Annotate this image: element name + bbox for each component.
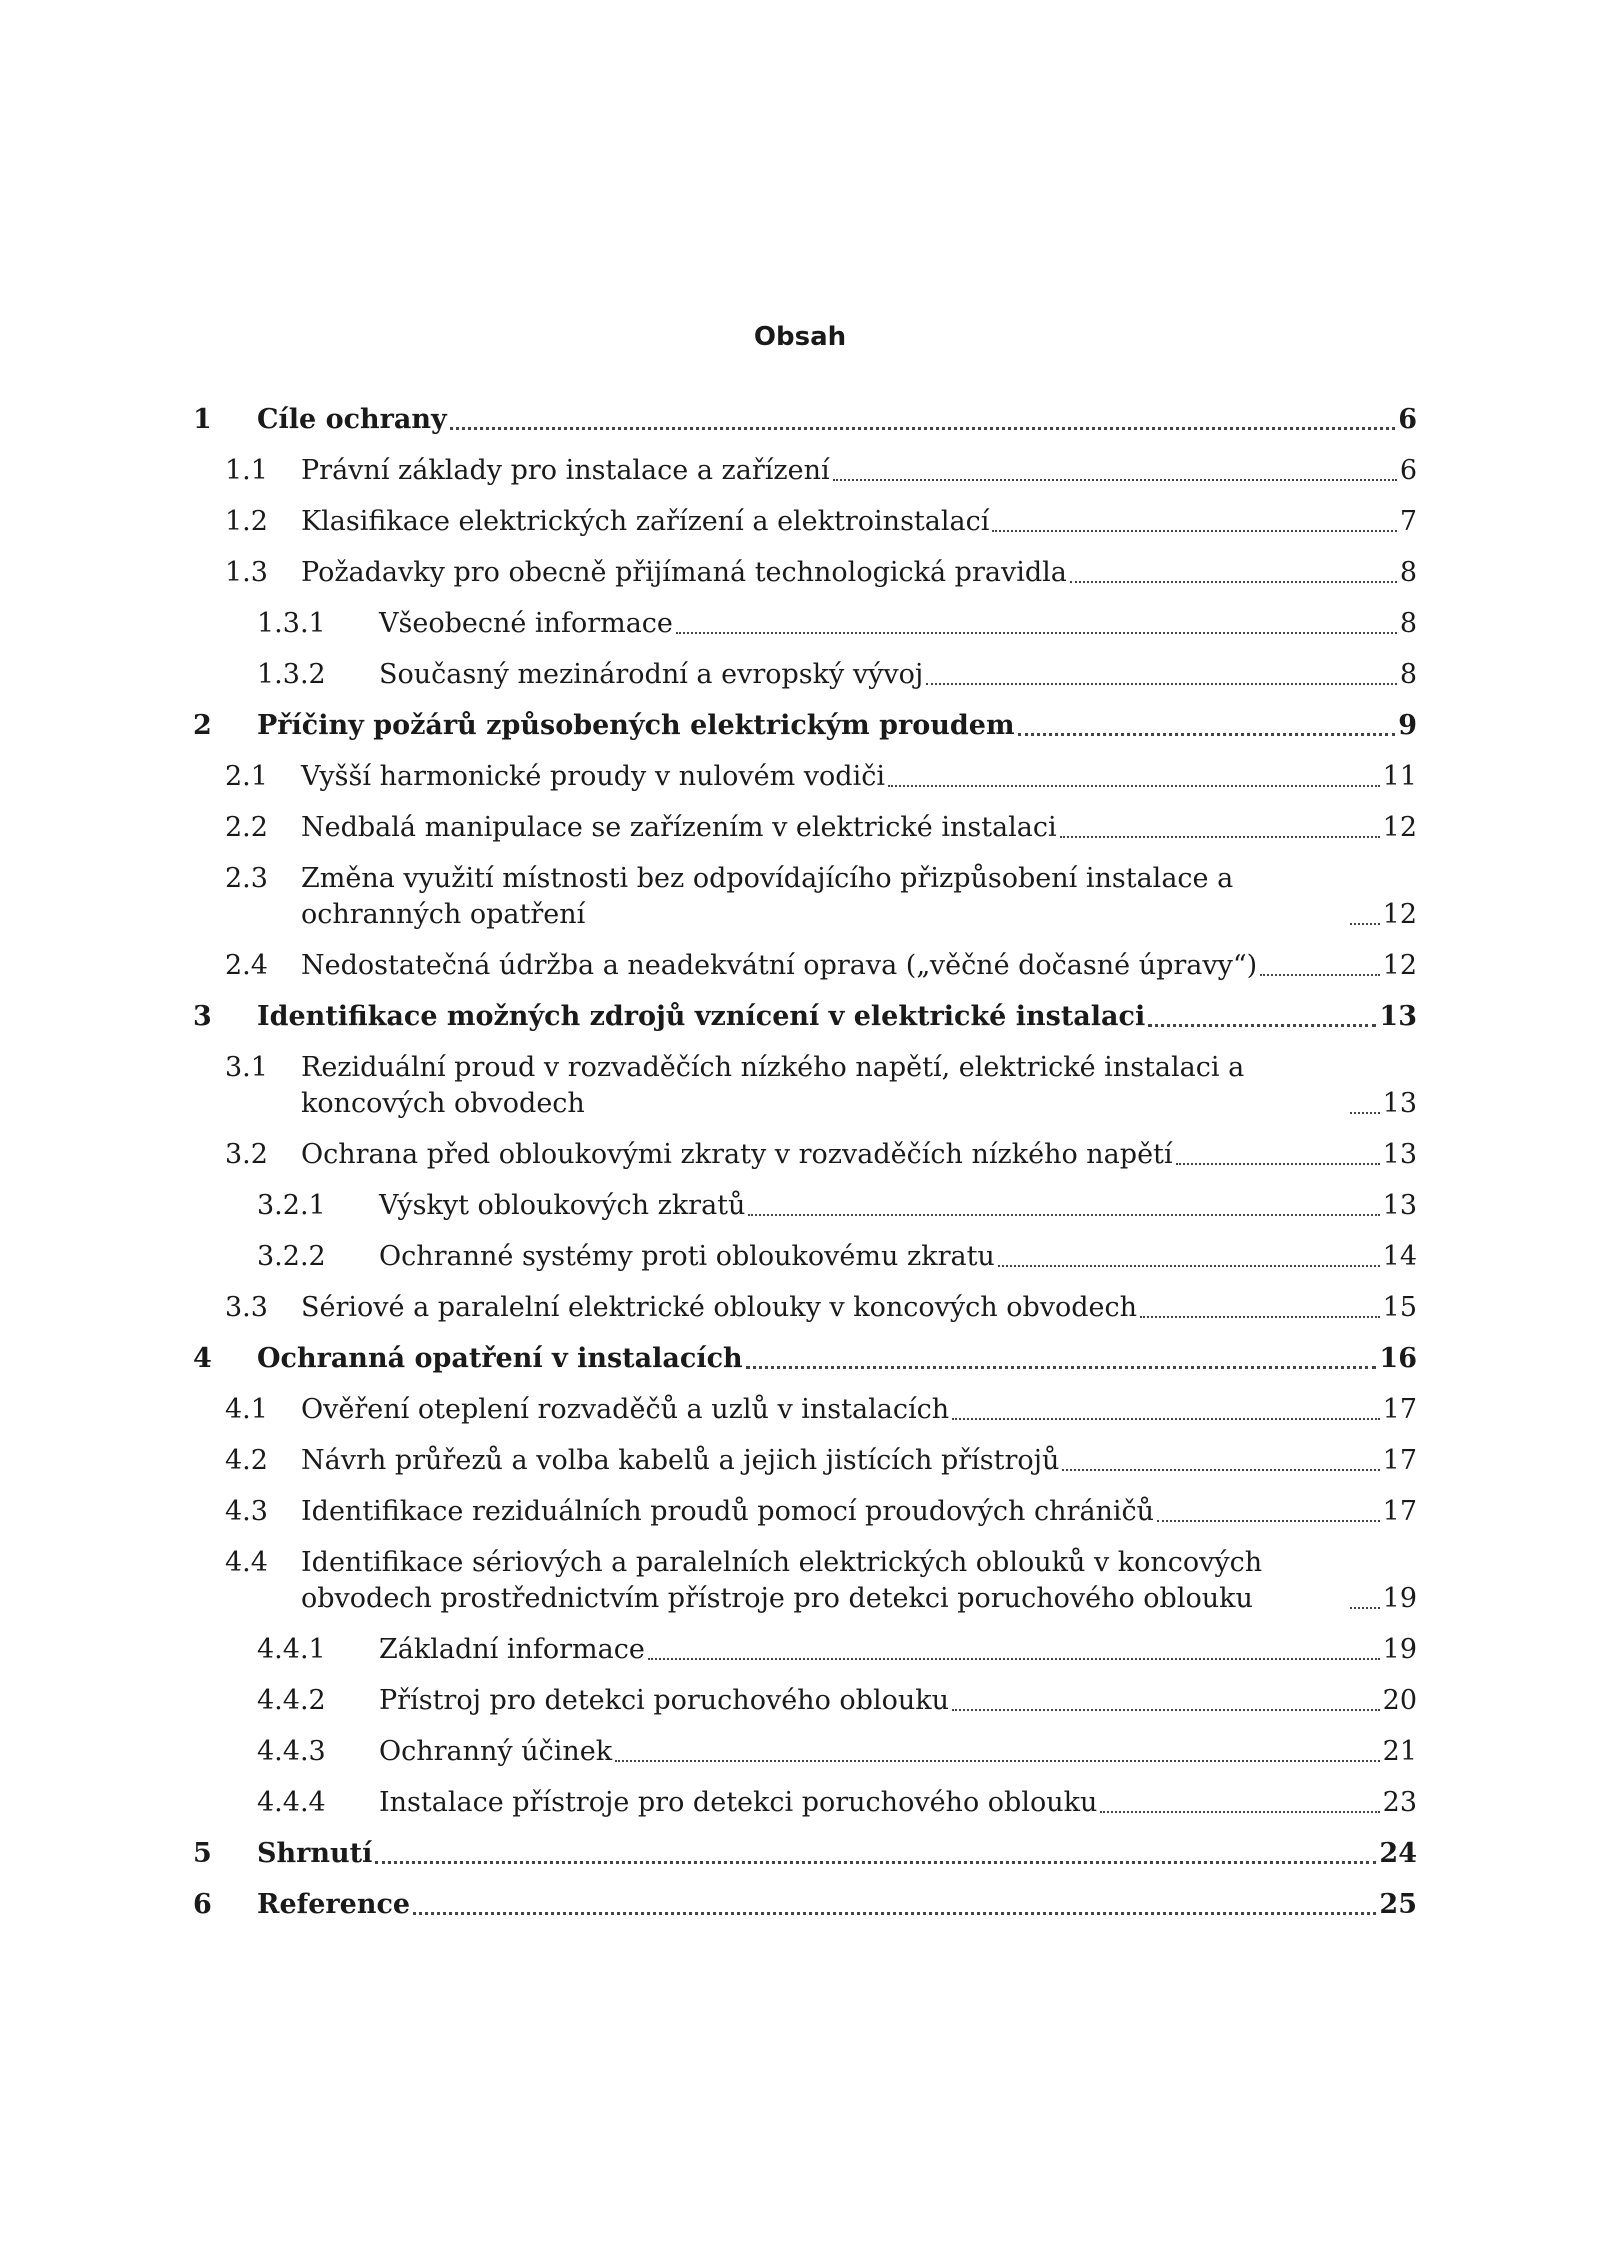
toc-entry-page-number: 17 bbox=[1382, 1496, 1417, 1527]
dot-leader bbox=[746, 1366, 1377, 1369]
toc-entry-number: 4.4.1 bbox=[257, 1634, 326, 1665]
toc-entry-page-number: 9 bbox=[1398, 710, 1417, 741]
toc-entry[interactable] bbox=[193, 999, 1417, 1035]
toc-entry-page-number: 25 bbox=[1379, 1889, 1417, 1920]
toc-entry-title: Shrnutí bbox=[257, 1838, 373, 1869]
toc-entry-body bbox=[379, 1239, 1417, 1275]
toc-entry[interactable] bbox=[193, 948, 1417, 984]
toc-entry[interactable] bbox=[193, 1137, 1417, 1173]
toc-entry-number: 4.1 bbox=[225, 1394, 268, 1425]
toc-entry-number: 3.2 bbox=[225, 1139, 268, 1170]
toc-entry-body bbox=[379, 1785, 1417, 1821]
toc-entry-body bbox=[257, 1836, 1417, 1872]
toc-entry-number: 1.3 bbox=[225, 557, 268, 588]
toc-entry-body bbox=[301, 1290, 1417, 1326]
toc-entry-body bbox=[301, 1392, 1417, 1428]
toc-entry[interactable] bbox=[193, 1188, 1417, 1224]
toc-entry-title: Identifikace reziduálních proudů pomocí proudových chráničů bbox=[301, 1496, 1155, 1527]
dot-leader bbox=[1350, 923, 1380, 925]
toc-entry-page-number: 15 bbox=[1382, 1292, 1417, 1323]
toc-entry-page-number: 20 bbox=[1382, 1685, 1417, 1716]
toc-entry-page-number: 12 bbox=[1382, 899, 1417, 930]
dot-leader bbox=[888, 785, 1380, 787]
dot-leader bbox=[1148, 1024, 1376, 1027]
toc-entry-page-number: 11 bbox=[1382, 761, 1417, 792]
toc-entry-page-number: 14 bbox=[1382, 1241, 1417, 1272]
toc-entry-page-number: 16 bbox=[1379, 1343, 1417, 1374]
toc-heading: Obsah bbox=[753, 322, 847, 352]
toc-entry-title: Ochranná opatření v instalacích bbox=[257, 1343, 743, 1374]
toc-entry[interactable] bbox=[193, 1887, 1417, 1923]
toc-entry[interactable] bbox=[193, 1392, 1417, 1428]
toc-entry-title: Ověření oteplení rozvaděčů a uzlů v instalacích bbox=[301, 1394, 950, 1425]
toc-entry-number: 3.1 bbox=[225, 1052, 268, 1083]
toc-entry-number: 3.2.2 bbox=[257, 1241, 326, 1272]
toc-entry-body bbox=[257, 708, 1417, 744]
toc-entry-title: Nedostatečná údržba a neadekvátní oprava („věčné dočasné úpravy“) bbox=[301, 950, 1258, 981]
dot-leader bbox=[1070, 581, 1397, 583]
toc-entry-page-number: 17 bbox=[1382, 1394, 1417, 1425]
toc-entry-page-number: 8 bbox=[1399, 608, 1417, 639]
toc-entry-title: Současný mezinárodní a evropský vývoj bbox=[379, 659, 924, 690]
toc-entry[interactable] bbox=[193, 1050, 1417, 1122]
toc-entry-number: 1.3.1 bbox=[257, 608, 326, 639]
dot-leader bbox=[1350, 1607, 1380, 1609]
toc-entry-title: Reference bbox=[257, 1889, 411, 1920]
dot-leader bbox=[1176, 1163, 1380, 1165]
toc-entry-body bbox=[379, 1683, 1417, 1719]
toc-entry-number: 3 bbox=[193, 1001, 212, 1032]
toc-entry-page-number: 24 bbox=[1379, 1838, 1417, 1869]
dot-leader bbox=[952, 1418, 1380, 1420]
toc-entry-page-number: 13 bbox=[1379, 1001, 1417, 1032]
toc-entry-page-number: 6 bbox=[1399, 455, 1417, 486]
toc-entry[interactable] bbox=[193, 606, 1417, 642]
toc-entry-body bbox=[379, 1632, 1417, 1668]
toc-entry-body bbox=[301, 1137, 1417, 1173]
toc-entry-title: Sériové a paralelní elektrické oblouky v koncových obvodech bbox=[301, 1292, 1138, 1323]
toc-entry-title: Základní informace bbox=[379, 1634, 645, 1665]
dot-leader bbox=[676, 632, 1397, 634]
toc-entry-number: 4.2 bbox=[225, 1445, 268, 1476]
toc-entry-title: Identifikace sériových a paralelních elektrických oblouků v koncových obvodech prostřednictvím přístroje pro detekci poruchového oblouku bbox=[301, 1547, 1263, 1614]
dot-leader bbox=[926, 683, 1397, 685]
toc-entry-body bbox=[257, 1341, 1417, 1377]
toc-entry[interactable] bbox=[193, 555, 1417, 591]
dot-leader bbox=[1060, 836, 1380, 838]
toc-entry-title: Ochrana před obloukovými zkraty v rozvaděčích nízkého napětí bbox=[301, 1139, 1173, 1170]
toc-entry-number: 4.4.3 bbox=[257, 1736, 326, 1767]
toc-entry-title: Klasifikace elektrických zařízení a elektroinstalací bbox=[301, 506, 990, 537]
toc-entry-page-number: 21 bbox=[1382, 1736, 1417, 1767]
toc-entry[interactable] bbox=[193, 708, 1417, 744]
toc-entry-page-number: 13 bbox=[1382, 1139, 1417, 1170]
toc-entry-number: 6 bbox=[193, 1889, 212, 1920]
toc-entry-number: 4 bbox=[193, 1343, 212, 1374]
dot-leader bbox=[998, 1265, 1380, 1267]
toc-entry-body bbox=[301, 810, 1417, 846]
toc-entry-body bbox=[301, 948, 1417, 984]
toc-entry-body bbox=[301, 1050, 1417, 1122]
dot-leader bbox=[992, 530, 1396, 532]
toc-entry-page-number: 13 bbox=[1382, 1088, 1417, 1119]
toc-entry-number: 2.2 bbox=[225, 812, 268, 843]
toc-entry-number: 4.4 bbox=[225, 1547, 268, 1578]
toc-entry-title: Nedbalá manipulace se zařízením v elektrické instalaci bbox=[301, 812, 1057, 843]
toc-entry-body bbox=[379, 1734, 1417, 1770]
toc-entry-title: Přístroj pro detekci poruchového oblouku bbox=[379, 1685, 949, 1716]
toc-entry-page-number: 8 bbox=[1399, 659, 1417, 690]
toc-entry-title: Návrh průřezů a volba kabelů a jejich jistících přístrojů bbox=[301, 1445, 1060, 1476]
toc-entry-title: Cíle ochrany bbox=[257, 404, 447, 435]
toc-entry[interactable] bbox=[193, 1341, 1417, 1377]
toc-entry-title: Instalace přístroje pro detekci poruchového oblouku bbox=[379, 1787, 1098, 1818]
toc-entry[interactable] bbox=[193, 810, 1417, 846]
toc-entry-page-number: 7 bbox=[1399, 506, 1417, 537]
toc-entry-number: 5 bbox=[193, 1838, 212, 1869]
toc-entry[interactable] bbox=[193, 453, 1417, 489]
toc-entry-number: 1.3.2 bbox=[257, 659, 326, 690]
dot-leader bbox=[1140, 1316, 1380, 1318]
dot-leader bbox=[1157, 1520, 1380, 1522]
dot-leader bbox=[952, 1709, 1380, 1711]
toc-entry-number: 3.2.1 bbox=[257, 1190, 326, 1221]
toc-entry[interactable] bbox=[193, 1494, 1417, 1530]
toc-entry-body bbox=[301, 759, 1417, 795]
dot-leader bbox=[1350, 1112, 1380, 1114]
toc-entry[interactable] bbox=[193, 657, 1417, 693]
toc-entry-page-number: 13 bbox=[1382, 1190, 1417, 1221]
toc-entry-title: Ochranné systémy proti obloukovému zkratu bbox=[379, 1241, 995, 1272]
toc-entry-number: 2.4 bbox=[225, 950, 268, 981]
toc-entry[interactable] bbox=[193, 1632, 1417, 1668]
toc-entry[interactable] bbox=[193, 1734, 1417, 1770]
toc-entry[interactable] bbox=[193, 402, 1417, 438]
toc-entry-body bbox=[301, 1443, 1417, 1479]
toc-entry-number: 1.1 bbox=[225, 455, 268, 486]
toc-entry-body bbox=[257, 1887, 1417, 1923]
dot-leader bbox=[1100, 1811, 1379, 1813]
toc-entry-page-number: 17 bbox=[1382, 1445, 1417, 1476]
toc-entry-number: 2.3 bbox=[225, 863, 268, 894]
toc-entry-title: Změna využití místnosti bez odpovídajícího přizpůsobení instalace a ochranných opatření bbox=[301, 863, 1234, 930]
toc-entry[interactable] bbox=[193, 759, 1417, 795]
toc-entry-page-number: 12 bbox=[1382, 812, 1417, 843]
toc-entry-body bbox=[301, 1545, 1417, 1617]
toc-entry-number: 4.4.2 bbox=[257, 1685, 326, 1716]
toc-entry-title: Právní základy pro instalace a zařízení bbox=[301, 455, 830, 486]
dot-leader bbox=[748, 1214, 1379, 1216]
toc-entry-number: 4.3 bbox=[225, 1496, 268, 1527]
toc-entry-body bbox=[379, 657, 1417, 693]
toc-entry-title: Identifikace možných zdrojů vznícení v elektrické instalaci bbox=[257, 1001, 1146, 1032]
toc-entry[interactable] bbox=[193, 1785, 1417, 1821]
dot-leader bbox=[1018, 733, 1396, 736]
toc-entry-body bbox=[301, 555, 1417, 591]
toc-entry-page-number: 19 bbox=[1382, 1583, 1417, 1614]
toc-entry-page-number: 6 bbox=[1398, 404, 1417, 435]
toc-entry-body bbox=[257, 402, 1417, 438]
toc-entry-title: Všeobecné informace bbox=[379, 608, 673, 639]
toc-entry-title: Požadavky pro obecně přijímaná technologická pravidla bbox=[301, 557, 1067, 588]
dot-leader bbox=[615, 1760, 1380, 1762]
dot-leader bbox=[833, 479, 1397, 481]
toc-entry-title: Výskyt obloukových zkratů bbox=[379, 1190, 746, 1221]
table-of-contents bbox=[193, 402, 1417, 1938]
toc-entry-body bbox=[301, 1494, 1417, 1530]
toc-entry-body bbox=[301, 504, 1417, 540]
toc-entry-title: Ochranný účinek bbox=[379, 1736, 613, 1767]
toc-entry[interactable] bbox=[193, 1290, 1417, 1326]
toc-entry-page-number: 8 bbox=[1399, 557, 1417, 588]
toc-entry-body bbox=[301, 453, 1417, 489]
toc-entry[interactable] bbox=[193, 1683, 1417, 1719]
toc-entry[interactable] bbox=[193, 861, 1417, 933]
toc-entry[interactable] bbox=[193, 504, 1417, 540]
toc-entry[interactable] bbox=[193, 1836, 1417, 1872]
dot-leader bbox=[1260, 974, 1379, 976]
toc-entry-page-number: 12 bbox=[1382, 950, 1417, 981]
toc-entry-number: 3.3 bbox=[225, 1292, 268, 1323]
toc-entry-number: 4.4.4 bbox=[257, 1787, 326, 1818]
toc-entry[interactable] bbox=[193, 1443, 1417, 1479]
toc-entry-body bbox=[379, 1188, 1417, 1224]
toc-entry-body bbox=[379, 606, 1417, 642]
dot-leader bbox=[450, 427, 1396, 430]
toc-entry-title: Vyšší harmonické proudy v nulovém vodiči bbox=[301, 761, 885, 792]
dot-leader bbox=[1062, 1469, 1379, 1471]
toc-entry[interactable] bbox=[193, 1239, 1417, 1275]
toc-entry-number: 1.2 bbox=[225, 506, 268, 537]
toc-entry-page-number: 23 bbox=[1382, 1787, 1417, 1818]
toc-entry-title: Příčiny požárů způsobených elektrickým proudem bbox=[257, 710, 1015, 741]
toc-entry[interactable] bbox=[193, 1545, 1417, 1617]
toc-entry-number: 2 bbox=[193, 710, 212, 741]
dot-leader bbox=[648, 1658, 1380, 1660]
dot-leader bbox=[413, 1912, 1376, 1915]
toc-entry-number: 1 bbox=[193, 404, 212, 435]
toc-entry-body bbox=[257, 999, 1417, 1035]
toc-entry-title: Reziduální proud v rozvaděčích nízkého napětí, elektrické instalaci a koncových obvodech bbox=[301, 1052, 1245, 1119]
toc-entry-body bbox=[301, 861, 1417, 933]
toc-entry-page-number: 19 bbox=[1382, 1634, 1417, 1665]
toc-entry-number: 2.1 bbox=[225, 761, 268, 792]
dot-leader bbox=[375, 1861, 1376, 1864]
